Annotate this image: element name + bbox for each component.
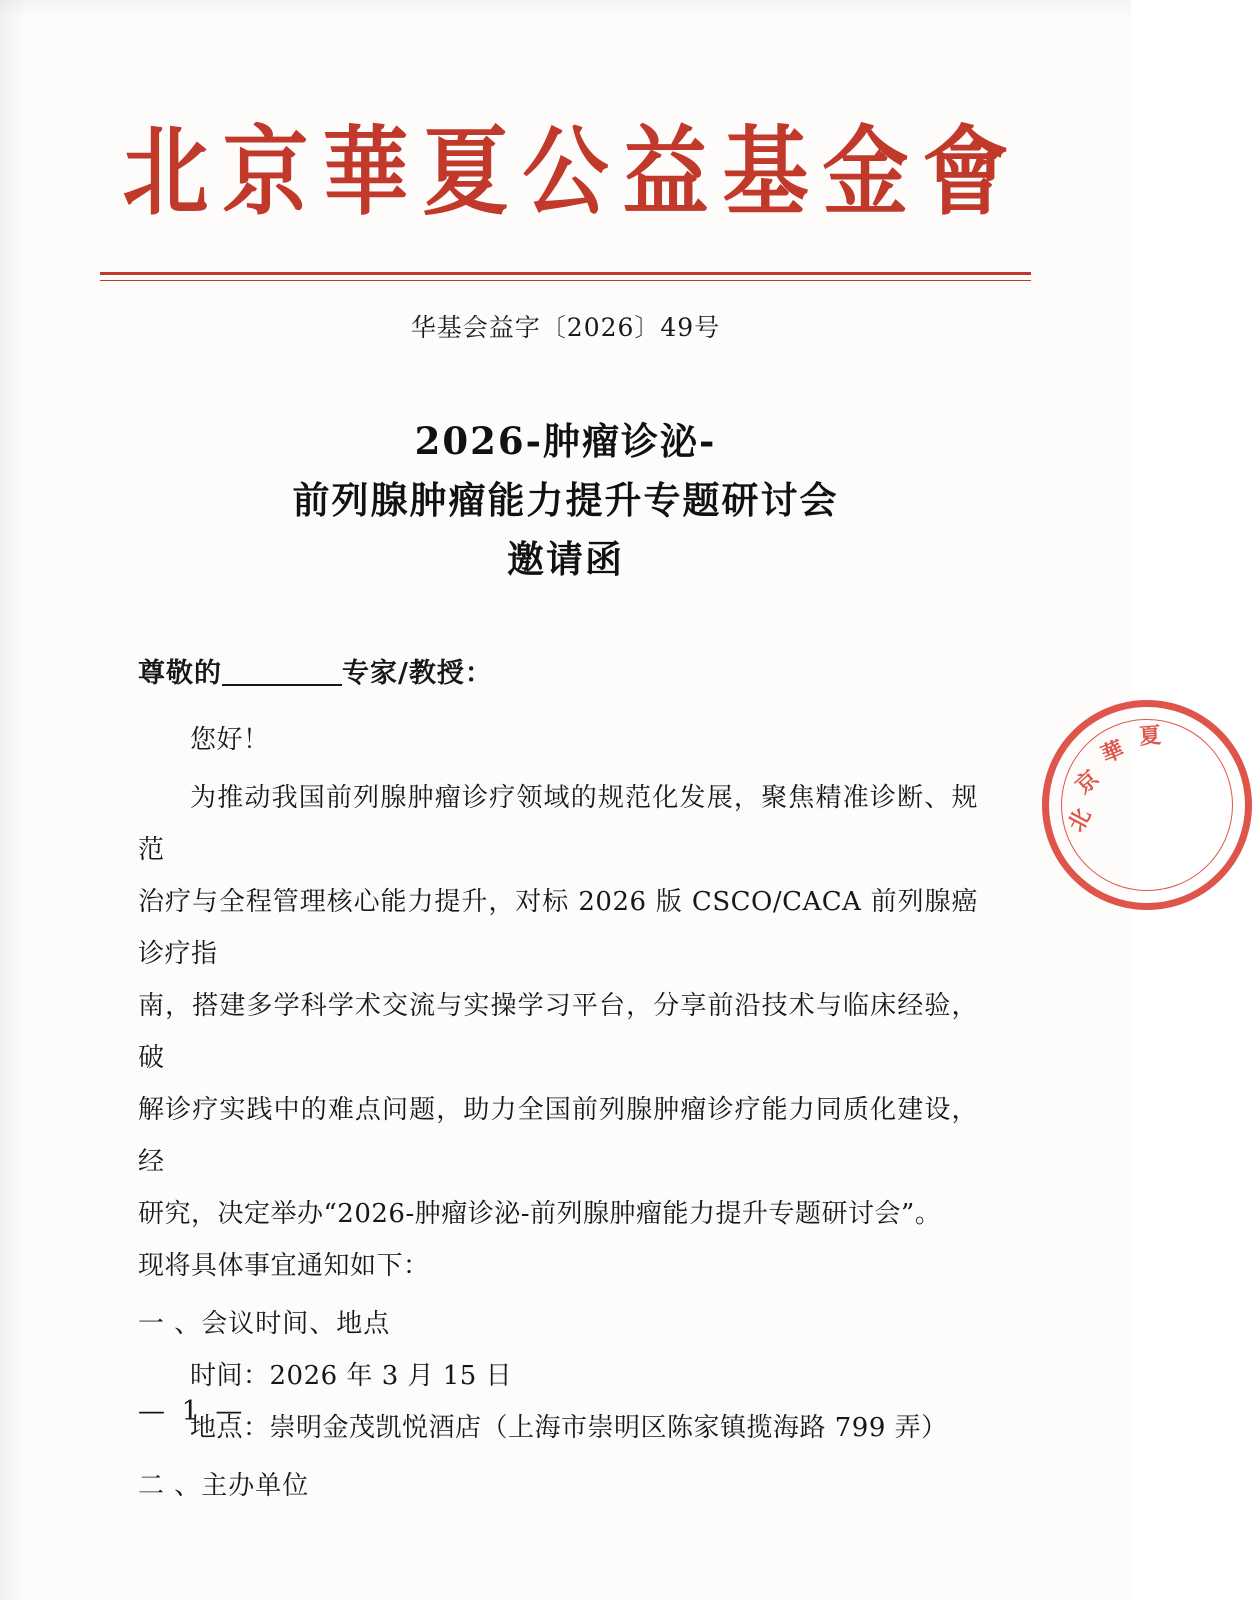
body-paragraph-line-3: 南，搭建多学科学术交流与实操学习平台，分享前沿技术与临床经验，破	[138, 991, 978, 1073]
salutation	[138, 648, 978, 700]
divider-thin-line	[100, 280, 1031, 281]
letter-body	[138, 648, 978, 1512]
divider-thick-line	[100, 272, 1031, 275]
seal-character-2: 京	[1070, 763, 1106, 800]
seal-characters	[1049, 707, 1245, 903]
body-paragraph-line-4: 解诊疗实践中的难点问题，助力全国前列腺肿瘤诊疗能力同质化建设，经	[138, 1095, 978, 1177]
official-seal-stamp	[1042, 700, 1252, 910]
title-line-3: 邀请函	[507, 537, 624, 582]
meeting-place: 地点：崇明金茂凯悦酒店（上海市崇明区陈家镇揽海路 799 弄）	[190, 1413, 948, 1443]
title-line-1: 2026-肿瘤诊泌-	[414, 419, 717, 463]
document-title	[0, 412, 1131, 590]
meeting-time: 时间：2026 年 3 月 15 日	[190, 1361, 513, 1391]
body-paragraph-line-5: 研究，决定举办“2026-肿瘤诊泌-前列腺肿瘤能力提升专题研讨会”。	[138, 1199, 942, 1229]
scan-edge-shadow-left	[0, 0, 26, 1600]
letterhead-divider	[100, 272, 1031, 281]
section-heading-meeting-time-place: 一 、会议时间、地点	[138, 1309, 391, 1339]
salutation-suffix: 专家/教授：	[342, 658, 493, 689]
recipient-name-blank[interactable]	[222, 684, 342, 686]
letterhead	[0, 115, 1131, 229]
body-paragraph-line-6: 现将具体事宜通知如下：	[138, 1251, 430, 1281]
scan-edge-shadow-top	[0, 0, 1131, 18]
section-heading-organizer: 二 、主办单位	[138, 1471, 310, 1501]
salutation-prefix: 尊敬的	[138, 658, 222, 689]
seal-character-3: 華	[1097, 735, 1130, 769]
title-line-2: 前列腺肿瘤能力提升专题研讨会	[292, 478, 839, 523]
organization-title: 北京華夏公益基金會	[122, 115, 1023, 229]
seal-character-1: 北	[1063, 802, 1098, 836]
body-paragraph-line-2: 治疗与全程管理核心能力提升，对标 2026 版 CSCO/CACA 前列腺癌诊疗指	[138, 887, 978, 969]
greeting-line: 您好！	[190, 725, 270, 755]
document-number: 华基会益字〔2026〕49号	[410, 313, 721, 342]
page-number: — 1 —	[138, 1396, 247, 1427]
seal-character-4: 夏	[1138, 722, 1164, 750]
body-paragraph-line-1: 为推动我国前列腺肿瘤诊疗领域的规范化发展，聚焦精准诊断、规范	[138, 783, 978, 865]
